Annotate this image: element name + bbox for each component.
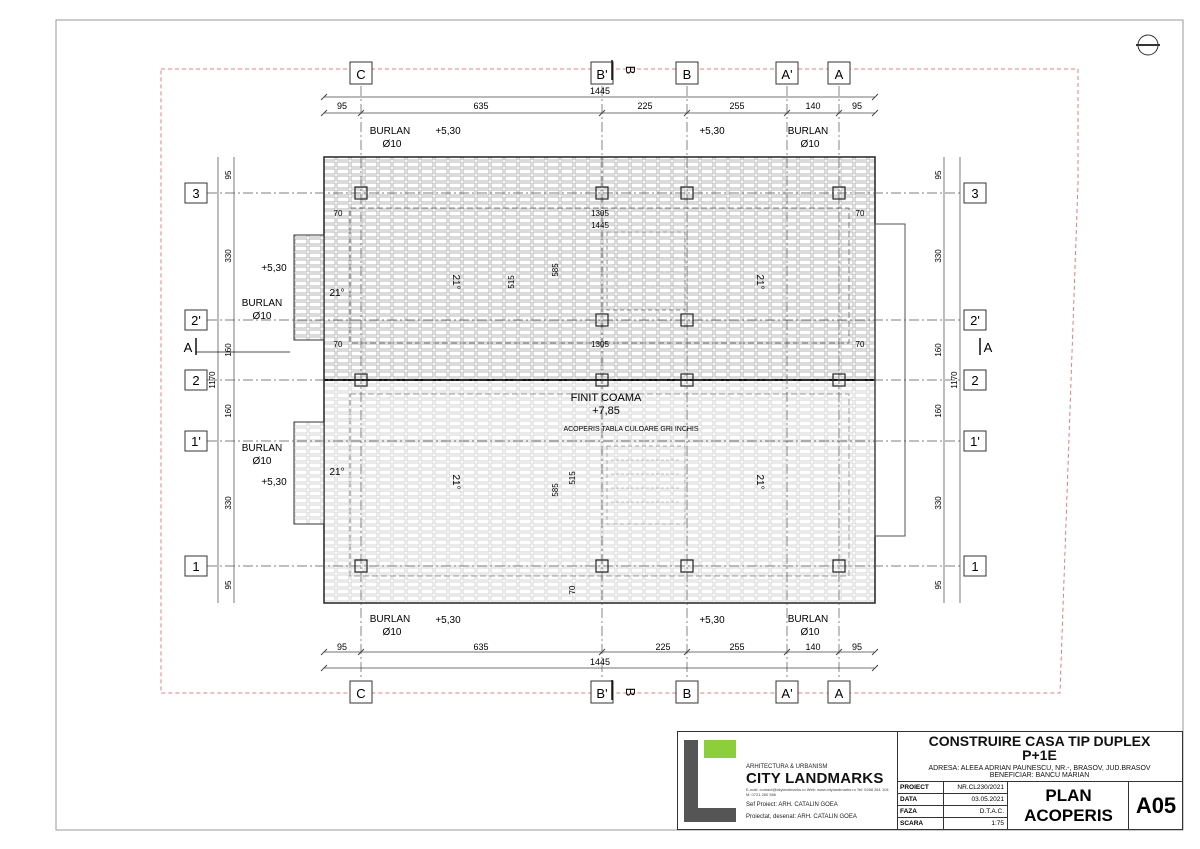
meta-row-data: DATA 03.05.2021: [897, 794, 1007, 806]
grid-row-2p-left: 2': [191, 313, 201, 328]
elev-tr: +5,30: [699, 126, 725, 137]
dim-bot-5: 140: [805, 642, 821, 652]
project-meta-table: [897, 781, 1007, 830]
grid-col-b1-top: B': [596, 67, 608, 82]
project-panel: [897, 732, 1182, 829]
roof-material-note: ACOPERIS TABLA CULOARE GRI INCHIS: [563, 426, 699, 433]
dim-bot-2: 635: [473, 642, 489, 652]
dim-left-6: 330: [224, 496, 233, 510]
dim-right-5: 160: [934, 404, 943, 418]
dim-left-7: 95: [224, 580, 233, 590]
dim-top-6: 95: [851, 101, 863, 111]
project-title-line1: CONSTRUIRE CASA TIP DUPLEX: [928, 733, 1151, 749]
grid-col-c-bot: C: [356, 686, 366, 701]
project-title: [897, 734, 1182, 762]
slope-nw: 21°: [450, 274, 461, 290]
inner-dim-585-s: 585: [551, 483, 560, 497]
firm-logo-icon: [684, 740, 736, 822]
grid-col-a-top: A: [834, 67, 844, 82]
inner-dim-70-mr: 70: [855, 340, 865, 349]
dim-bot-3: 225: [655, 642, 671, 652]
burlan-label-br: BURLAN: [787, 614, 829, 625]
burlan-label-sl: BURLAN: [241, 443, 283, 454]
firm-name: CITY LANDMARKS: [746, 770, 884, 787]
inner-dim-70-tr: 70: [855, 209, 865, 218]
dim-left-total: 1170: [208, 371, 217, 389]
section-mark-right: A: [983, 340, 993, 355]
grid-row-1p-right: 1': [970, 434, 980, 449]
slope-ne: 21°: [754, 274, 765, 290]
grid-col-a1-bot: A': [781, 686, 793, 701]
burlan-label-ml: BURLAN: [241, 298, 283, 309]
grid-col-b-top: B: [682, 67, 692, 82]
elev-tl: +5,30: [435, 126, 461, 137]
phi-label-sl: Ø10: [252, 456, 272, 467]
firm-panel: [678, 732, 898, 829]
dim-right-2: 330: [934, 249, 943, 263]
section-mark-bottom: B: [623, 687, 638, 697]
sheet-code: A05: [1135, 793, 1177, 818]
elev-sl: +5,30: [261, 477, 287, 488]
firm-subtitle: ARHITECTURA & URBANISM: [746, 764, 828, 770]
dim-right-7: 95: [934, 580, 943, 590]
dim-bot-1: 95: [336, 642, 348, 652]
grid-col-b-bot: B: [682, 686, 692, 701]
section-mark-left: A: [183, 340, 193, 355]
phi-label-tl: Ø10: [382, 139, 402, 150]
inner-dim-1445-top: 1445: [591, 221, 609, 230]
burlan-label-tr: BURLAN: [787, 126, 829, 137]
phi-label-br: Ø10: [800, 627, 820, 638]
dim-right-1: 95: [934, 170, 943, 180]
phi-label-ml: Ø10: [252, 311, 272, 322]
project-address: ADRESA: ALEEA ADRIAN PAUNESCU, NR.-, BRASOV, JUD.BRASOV: [928, 765, 1151, 772]
dim-top-total: 1445: [589, 86, 611, 96]
elev-bl: +5,30: [435, 615, 461, 626]
finit-coama-elev: +7,85: [592, 405, 620, 417]
inner-dim-70-ml: 70: [333, 340, 343, 349]
dim-top-1: 95: [336, 101, 348, 111]
dim-right-total: 1170: [950, 371, 959, 389]
proiectat: Proiectat, desenat: ARH. CATALIN GOEA: [746, 814, 857, 820]
inner-dim-585-n: 585: [551, 263, 560, 277]
grid-row-2-right: 2: [971, 373, 979, 388]
dim-top-5: 140: [805, 101, 821, 111]
title-block: [677, 731, 1183, 830]
meta-row-proiect: PROIECT NR.CL230/2021: [897, 782, 1007, 794]
north-arrow-icon: [1136, 35, 1160, 55]
meta-row-faza: FAZA D.T.A.C.: [897, 806, 1007, 818]
sheet-title-2: ACOPERIS: [1024, 806, 1113, 825]
grid-row-1-right: 1: [971, 559, 979, 574]
sheet-title-box: [1007, 781, 1129, 830]
grid-row-2-left: 2: [192, 373, 200, 388]
dim-left-5: 160: [224, 404, 233, 418]
grid-row-3-right: 3: [971, 186, 979, 201]
section-mark-top: B: [623, 65, 638, 75]
sheet-code-box: [1128, 781, 1183, 830]
dim-bot-6: 95: [851, 642, 863, 652]
slope-sw-canopy: 21°: [329, 467, 345, 478]
grid-col-b1-bot: B': [596, 686, 608, 701]
canopy-nw: [294, 235, 324, 340]
dim-right-6: 330: [934, 496, 943, 510]
dim-right-3: 160: [934, 343, 943, 357]
sheet-title-1: PLAN: [1045, 786, 1092, 805]
dim-bot-4: 255: [729, 642, 745, 652]
phi-label-bl: Ø10: [382, 627, 402, 638]
sef-proiect: Sef Proiect: ARH. CATALIN GOEA: [746, 802, 838, 808]
meta-row-scara: SCARA 1:75: [900, 820, 1004, 827]
dim-left-3: 160: [224, 343, 233, 357]
inner-dim-515-n: 515: [507, 275, 516, 289]
elev-ml: +5,30: [261, 263, 287, 274]
grid-col-a1-top: A': [781, 67, 793, 82]
slope-se: 21°: [754, 474, 765, 490]
grid-col-c-top: C: [356, 67, 366, 82]
dim-top-4: 255: [729, 101, 745, 111]
burlan-label-bl: BURLAN: [369, 614, 411, 625]
inner-dim-1305-mid: 1305: [591, 340, 609, 349]
burlan-label-tl: BURLAN: [369, 126, 411, 137]
elev-br: +5,30: [699, 615, 725, 626]
inner-dim-515-s: 515: [568, 471, 577, 485]
inner-dim-1305-top: 1305: [591, 209, 609, 218]
inner-dim-70-bot: 70: [568, 585, 577, 595]
grid-col-a-bot: A: [834, 686, 844, 701]
slope-nw-canopy: 21°: [329, 288, 345, 299]
dim-left-2: 330: [224, 249, 233, 263]
grid-row-1-left: 1: [192, 559, 200, 574]
grid-row-2p-right: 2': [970, 313, 980, 328]
dim-left-1: 95: [224, 170, 233, 180]
dim-top-2: 635: [473, 101, 489, 111]
project-title-line2: P+1E: [1022, 747, 1057, 763]
slope-sw: 21°: [450, 474, 461, 490]
dim-bot-total: 1445: [589, 657, 611, 667]
finit-coama-label: FINIT COAMA: [570, 392, 642, 404]
firm-contact: E-mail: contact@citylandmarks.ro Web: www.citylandmarks.ro Tel: 0268 361 104 M: 0721 260 566: [746, 787, 889, 797]
project-beneficiar: BENEFICIAR: BANCU MARIAN: [989, 772, 1090, 779]
canopy-sw: [294, 422, 324, 524]
inner-dim-70-tl: 70: [333, 209, 343, 218]
grid-row-3-left: 3: [192, 186, 200, 201]
phi-label-tr: Ø10: [800, 139, 820, 150]
grid-row-1p-left: 1': [191, 434, 201, 449]
dim-top-3: 225: [637, 101, 653, 111]
